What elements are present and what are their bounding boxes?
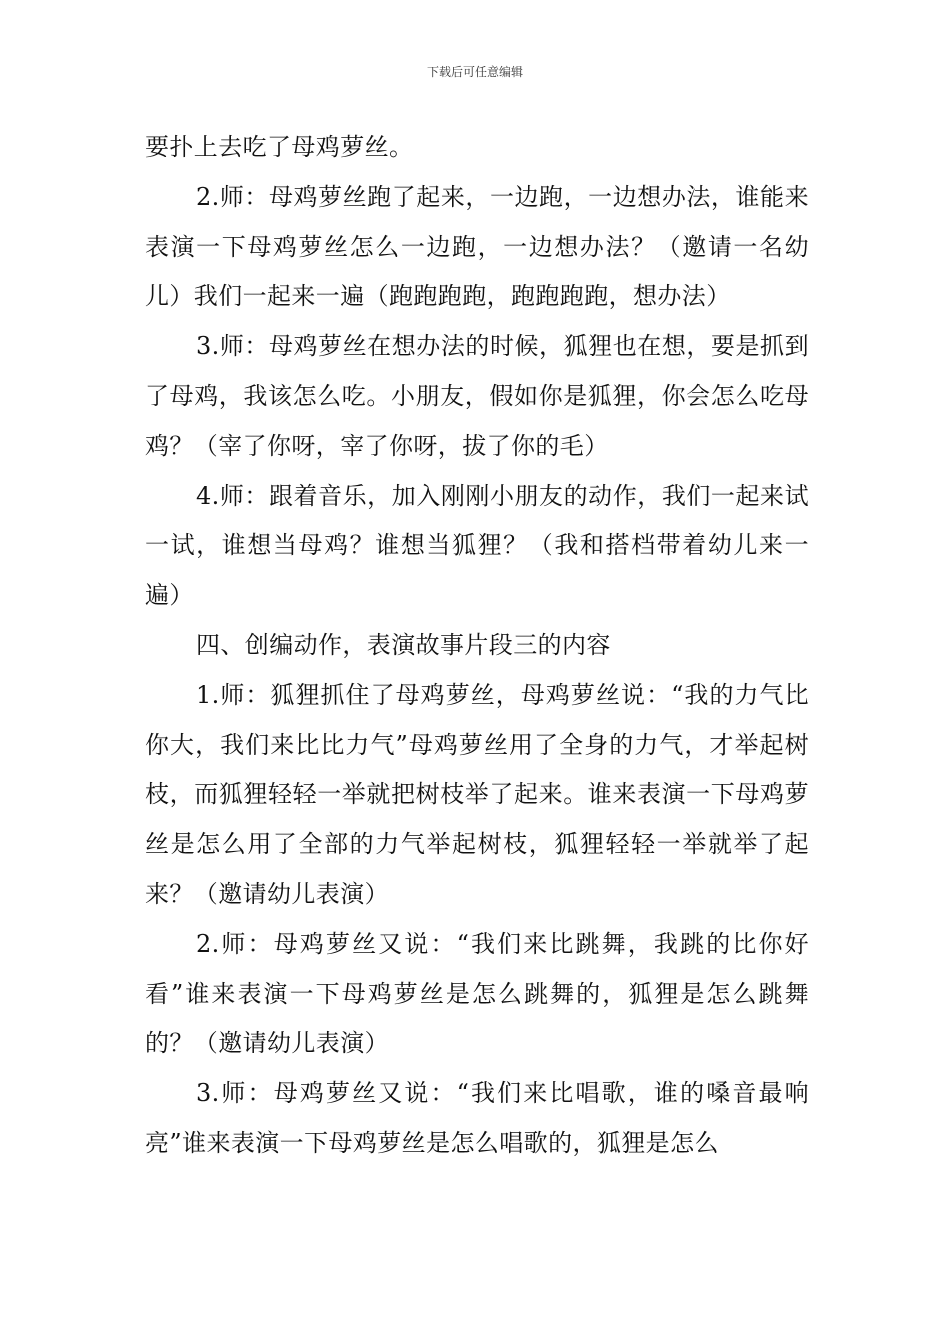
paragraph-continuation: 要扑上去吃了母鸡萝丝。 (145, 133, 414, 161)
paragraph-item-2: 2.师：母鸡萝丝跑了起来，一边跑，一边想办法，谁能来表演一下母鸡萝丝怎么一边跑，一边想办法？（邀请一名幼儿）我们一起来一遍（跑跑跑跑，跑跑跑跑，想办法） (145, 182, 809, 311)
paragraph-item-3: 3.师：母鸡萝丝在想办法的时候，狐狸也在想，要是抓到了母鸡，我该怎么吃。小朋友，假如你是狐狸，你会怎么吃母鸡？（宰了你呀，宰了你呀，拔了你的毛） (145, 332, 809, 460)
paragraph-item-3b: 3.师：母鸡萝丝又说：“我们来比唱歌，谁的嗓音最响亮”谁来表演一下母鸡萝丝是怎么唱歌的，狐狸是怎么 (145, 1079, 809, 1157)
document-body (145, 123, 809, 1169)
paragraph-item-1: 1.师：狐狸抓住了母鸡萝丝，母鸡萝丝说：“我的力气比你大，我们来比比力气”母鸡萝丝用了全身的力气，才举起树枝，而狐狸轻轻一举就把树枝举了起来。谁来表演一下母鸡萝丝是怎么用了全部的力气举起树枝，狐狸轻轻一举就举了起来？（邀请幼儿表演） (145, 680, 809, 908)
section-heading-4: 四、创编动作，表演故事片段三的内容 (196, 630, 611, 659)
paragraph-item-4: 4.师：跟着音乐，加入刚刚小朋友的动作，我们一起来试一试，谁想当母鸡？谁想当狐狸？（我和搭档带着幼儿来一遍） (145, 481, 809, 610)
paragraph-item-2b: 2.师：母鸡萝丝又说：“我们来比跳舞，我跳的比你好看”谁来表演一下母鸡萝丝是怎么跳舞的，狐狸是怎么跳舞的？（邀请幼儿表演） (145, 929, 809, 1058)
page-header-note: 下载后可任意编辑 (426, 65, 523, 79)
